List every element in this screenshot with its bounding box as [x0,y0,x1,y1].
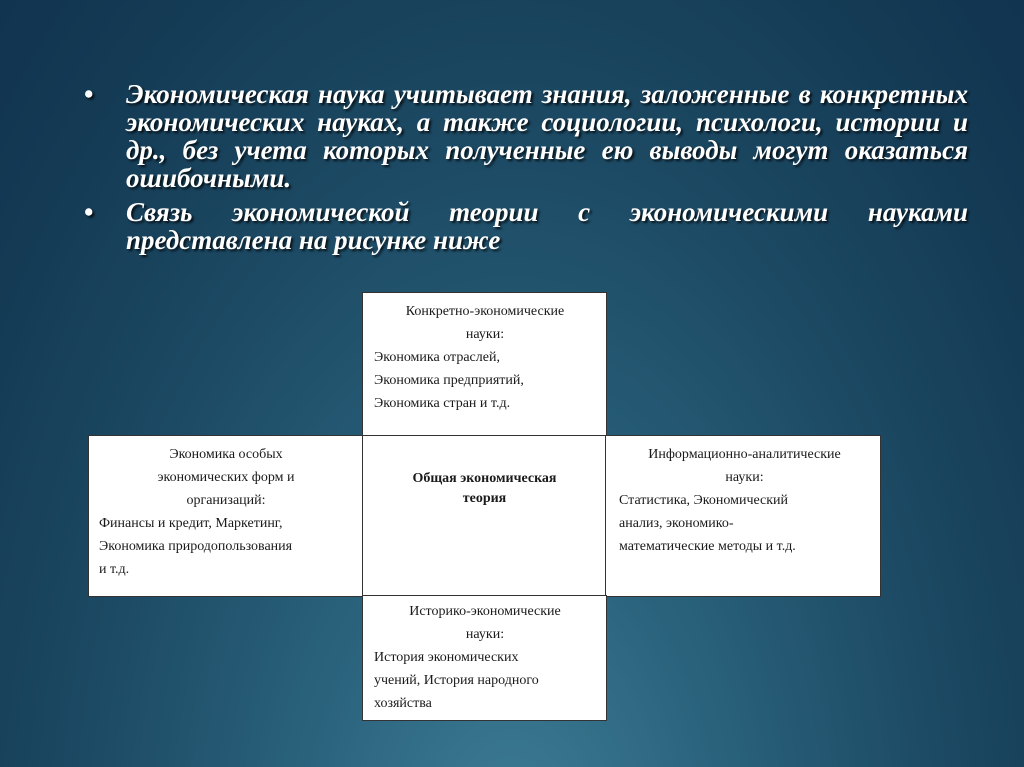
box-heading-line: Историко-экономические [409,604,561,619]
box-concrete-economic-sciences [362,292,607,436]
box-heading-line: Экономика особых [169,447,283,462]
box-text-line: учений, История народного [374,673,539,688]
box-text-line: История экономических [374,650,519,665]
box-text-line: Экономика предприятий, [374,373,524,388]
box-special-economic-forms [88,435,364,597]
bullet-item-1 [84,80,968,192]
box-text-line: Экономика стран и т.д. [374,396,511,411]
box-historical-economic-sciences [362,595,607,721]
box-text-line: хозяйства [374,696,432,711]
box-center-title-line: теория [462,491,507,506]
box-text-line: Экономика природопользования [99,539,293,554]
box-text-line: и т.д. [99,562,130,577]
box-heading-line: организаций: [186,493,266,508]
box-heading-line: Конкретно-экономические [405,304,565,319]
box-heading-line: экономических форм и [157,470,295,485]
bullet-text-1: Экономическая наука учитывает знания, заложенные в конкретных экономических науках, а также социологии, психологи, истории и др., без учета которых полученные ею выводы могут оказаться ошибочными. [126,79,968,193]
bullet-marker: • [84,79,94,109]
bullet-marker: • [84,197,94,227]
box-text-line: Финансы и кредит, Маркетинг, [99,516,283,531]
box-information-analytical-sciences [605,435,881,597]
box-heading-line: науки: [465,627,505,642]
bullet-item-2 [84,198,968,254]
box-text-line: Экономика отраслей, [374,350,500,365]
box-general-economic-theory [362,435,607,597]
box-heading-line: науки: [465,327,505,342]
box-text-line: анализ, экономико- [619,516,734,531]
bullet-text-2: Связь экономической теории с экономическими науками представлена на рисунке ниже [126,197,968,255]
box-heading-line: науки: [725,470,764,485]
box-center-title-line: Общая экономическая [412,471,557,486]
box-heading-line: Информационно-аналитические [648,447,841,462]
box-text-line: Статистика, Экономический [619,493,789,508]
box-text-line: математические методы и т.д. [619,539,796,554]
bullet-list [84,80,968,260]
